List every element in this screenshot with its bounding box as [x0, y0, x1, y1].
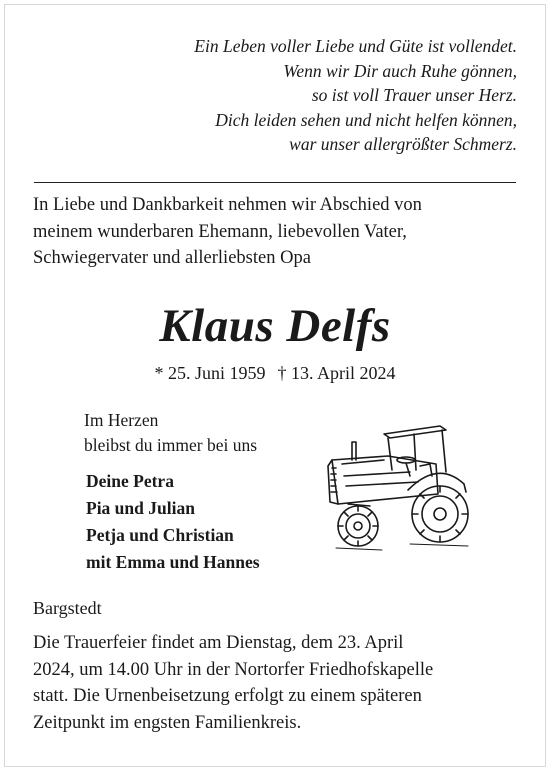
service-line: Die Trauerfeier findet am Dienstag, dem 23. April: [33, 633, 404, 653]
family-signatures: [86, 468, 260, 576]
birth-date: * 25. Juni 1959: [154, 363, 266, 383]
service-line: Zeitpunkt im engsten Familienkreis.: [33, 712, 302, 733]
poem: [47, 34, 517, 157]
family-member: Pia und Julian: [86, 498, 195, 518]
death-date: † 13. April 2024: [277, 363, 396, 383]
service-line: statt. Die Urnenbeisetzung erfolgt zu einem späteren: [33, 686, 422, 706]
motto-line: Im Herzen: [84, 410, 159, 430]
poem-line: so ist voll Trauer unser Herz.: [311, 85, 517, 105]
intro-line: In Liebe und Dankbarkeit nehmen wir Abschied von: [33, 195, 422, 215]
family-member: Deine Petra: [86, 471, 174, 491]
family-member: Petja und Christian: [86, 525, 234, 545]
service-line: 2024, um 14.00 Uhr in der Nortorfer Friedhofskapelle: [33, 659, 434, 680]
tractor-icon: [318, 420, 470, 556]
poem-line: war unser allergrößter Schmerz.: [289, 134, 517, 154]
place-name: Bargstedt: [33, 598, 102, 618]
motto-line: bleibst du immer bei uns: [84, 435, 258, 455]
motto: [84, 408, 257, 458]
intro-line: meinem wunderbaren Ehemann, liebevollen Vater,: [33, 221, 407, 242]
intro-text: [33, 192, 523, 272]
poem-line: Dich leiden sehen und nicht helfen können,: [215, 109, 517, 130]
deceased-name: Klaus Delfs: [159, 300, 391, 352]
intro-line: Schwiegervater und allerliebsten Opa: [33, 248, 311, 268]
life-dates: [0, 361, 550, 385]
family-member: mit Emma und Hannes: [86, 552, 260, 572]
divider-line: [34, 182, 516, 183]
poem-line: Wenn wir Dir auch Ruhe gönnen,: [283, 60, 517, 81]
poem-line: Ein Leben voller Liebe und Güte ist vollendet.: [194, 36, 517, 56]
service-notice: [33, 630, 528, 736]
